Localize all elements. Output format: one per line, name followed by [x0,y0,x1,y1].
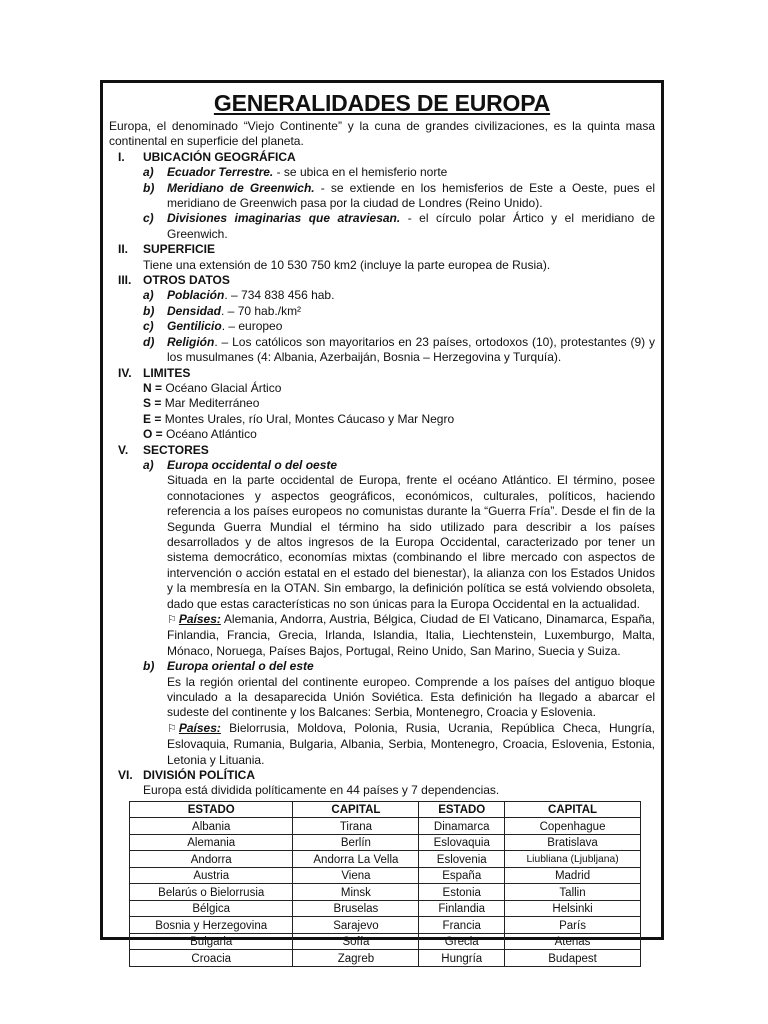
countries-table [129,801,641,967]
section-number: III. [118,273,132,288]
table-cell: Francia [419,917,505,934]
item-text: . – Los católicos son mayoritarios en 23 países, ortodoxos (10), protestantes (9) y los musulmanes (4: Albania, Azerbaiján, Bosnia – Herzegovina y Turquía). [167,334,655,365]
limite-oeste: O = Océano Atlántico [143,427,257,442]
column-header: CAPITAL [505,801,641,818]
table-cell: Minsk [293,884,419,901]
table-cell: Eslovenia [419,851,505,868]
section-otros-datos [109,273,655,288]
table-row [130,900,641,917]
section-number: IV. [118,365,132,380]
item-text: - se extiende en los hemisferios de Este a Oeste, pues el meridiano de Greenwich pasa por la ciudad de Londres (Reino Unido). [167,180,655,211]
occidental-paragraph: Situada en la parte occidental de Europa, frente el océano Atlántico. El término, posee connotaciones y aspectos geográficos, económicos, culturales, políticos, haciendo referencia a los países europeos no comunistas durante la “Guerra Fría”. Desde el fin de la Segunda Guerra Mundial el término ha sido utilizado para describir a los países desarrollados y de altos ingresos de la Europa Occidental, caracterizado por tener un sistema democrático, economías mixtas (combinando el libre mercado con aspectos de intervención o acción estatal en el estado del bienestar), la alianza con los Estados Unidos y la membresía en la OTAN. Sin embargo, la definición política se está volviendo obsoleta, dado que estas características no son únicas para la Europa Occidental en la actualidad. [167,473,655,611]
flag-icon: ⚐ [167,614,177,626]
subsection-title: Europa oriental o del este [167,659,314,674]
intro-paragraph: Europa, el denominado “Viejo Continente” y la cuna de grandes civilizaciones, es la quinta masa continental en superficie del planeta. [109,119,655,149]
table-header-row [130,801,641,818]
item-text: - se ubica en el hemisferio norte [273,165,448,180]
item-term: Ecuador Terrestre. [167,165,274,180]
section-number: V. [118,442,129,457]
table-cell: Grecia [419,933,505,950]
page-title: GENERALIDADES DE EUROPA [213,90,551,116]
section-title: OTROS DATOS [143,273,230,288]
column-header: CAPITAL [293,801,419,818]
section-division-politica [109,768,655,783]
division-text: Europa está dividida políticamente en 44 países y 7 dependencias. [143,783,500,798]
table-cell: Alemania [130,834,293,851]
table-row [130,834,641,851]
table-row [130,818,641,835]
table-cell: Bulgaria [130,933,293,950]
table-cell: Austria [130,867,293,884]
table-cell: Sarajevo [293,917,419,934]
column-header: ESTADO [130,801,293,818]
limite-norte: N = Océano Glacial Ártico [143,380,282,395]
section-number: VI. [118,768,133,783]
subsection-title: Europa occidental o del oeste [167,457,338,472]
list-item [109,211,655,242]
list-item [109,335,655,366]
table-cell: París [505,917,641,934]
table-cell: España [419,867,505,884]
item-text: . – 70 hab./km² [221,303,302,318]
table-cell: Budapest [505,950,641,967]
subsection-heading [109,458,655,473]
item-term: Divisiones imaginarias que atraviesan. [167,211,401,226]
item-term: Meridiano de Greenwich. [167,180,315,195]
document-frame [100,80,664,965]
table-cell: Bosnia y Herzegovina [130,917,293,934]
table-cell: Albania [130,818,293,835]
table-cell: Bratislava [505,834,641,851]
occidental-paises: ⚐ Países: Alemania, Andorra, Austria, Bélgica, Ciudad de El Vaticano, Dinamarca, España, Finlandia, Francia, Grecia, Irlanda, Islandia, Italia, Liechtenstein, Luxemburgo, Malta, Mónaco, Noruega, Países Bajos, Portugal, Reino Unido, San Marino, Suecia y Suiza. [167,612,655,658]
section-superficie [109,242,655,257]
table-cell: Tirana [293,818,419,835]
item-letter: a) [143,288,154,303]
item-text: . – 734 838 456 hab. [224,288,335,303]
table-row [130,884,641,901]
item-letter: b) [143,659,155,674]
flag-icon: ⚐ [167,722,177,735]
table-cell: Helsinki [505,900,641,917]
table-cell: Bélgica [130,900,293,917]
list-item [109,304,655,319]
item-term: Densidad [167,303,222,318]
table-row [130,867,641,884]
table-cell: Viena [293,867,419,884]
table-row [130,933,641,950]
table-cell: Estonia [419,884,505,901]
list-item [109,288,655,303]
column-header: ESTADO [419,801,505,818]
superficie-text: Tiene una extensión de 10 530 750 km2 (incluye la parte europea de Rusia). [143,257,551,272]
section-limites [109,366,655,381]
table-cell: Tallin [505,884,641,901]
table-cell: Dinamarca [419,818,505,835]
section-title: SECTORES [143,442,209,457]
item-letter: b) [143,180,155,195]
table-row [130,917,641,934]
table-cell: Sofía [293,933,419,950]
table-row [130,851,641,868]
table-cell: Croacia [130,950,293,967]
table-cell: Madrid [505,867,641,884]
list-item [109,181,655,212]
oriental-paises: ⚐ Países: Bielorrusia, Moldova, Polonia, Rusia, Ucrania, República Checa, Hungría, Eslovaquia, Rumania, Bulgaria, Albania, Serbia, Montenegro, Croacia, Eslovenia, Estonia, Letonia y Lituania. [167,720,655,767]
table-cell: Eslovaquia [419,834,505,851]
section-number: I. [118,149,125,164]
table-cell: Bruselas [293,900,419,917]
item-term: Gentilicio [167,319,222,334]
section-title: DIVISIÓN POLÍTICA [143,768,256,783]
table-cell: Berlín [293,834,419,851]
section-ubicacion [109,150,655,165]
table-cell: Hungría [419,950,505,967]
table-cell: Liubliana (Ljubljana) [505,851,641,868]
item-letter: d) [143,334,155,349]
table-row [130,950,641,967]
limite-este: E = Montes Urales, río Ural, Montes Cáucaso y Mar Negro [143,411,455,426]
list-item [109,165,655,180]
section-sectores [109,443,655,458]
table-cell: Atenas [505,933,641,950]
table-cell: Andorra [130,851,293,868]
section-title: SUPERFICIE [143,242,216,257]
item-term: Población [167,288,225,303]
table-cell: Finlandia [419,900,505,917]
item-letter: a) [143,165,154,180]
item-term: Religión [167,334,215,349]
limite-sur: S = Mar Mediterráneo [143,396,260,411]
list-item [109,319,655,334]
item-letter: c) [143,319,154,334]
table-cell: Andorra La Vella [293,851,419,868]
item-letter: b) [143,303,155,318]
table-cell: Copenhague [505,818,641,835]
table-cell: Belarús o Bielorrusia [130,884,293,901]
section-title: UBICACIÓN GEOGRÁFICA [143,149,296,164]
item-letter: a) [143,457,154,472]
item-text: . – europeo [221,319,283,334]
section-title: LIMITES [143,365,191,380]
section-number: II. [118,242,129,257]
oriental-paragraph: Es la región oriental del continente europeo. Comprende a los países del antiguo bloque vinculado a la desaparecida Unión Soviética. Esta definición ha llegado a abarcar el sudeste del continente y los Balcanes: Serbia, Montenegro, Croacia y Eslovenia. [167,674,655,720]
item-text: - el círculo polar Ártico y el meridiano de Greenwich. [167,211,655,241]
subsection-heading [109,659,655,674]
table-cell: Zagreb [293,950,419,967]
item-letter: c) [143,211,154,226]
